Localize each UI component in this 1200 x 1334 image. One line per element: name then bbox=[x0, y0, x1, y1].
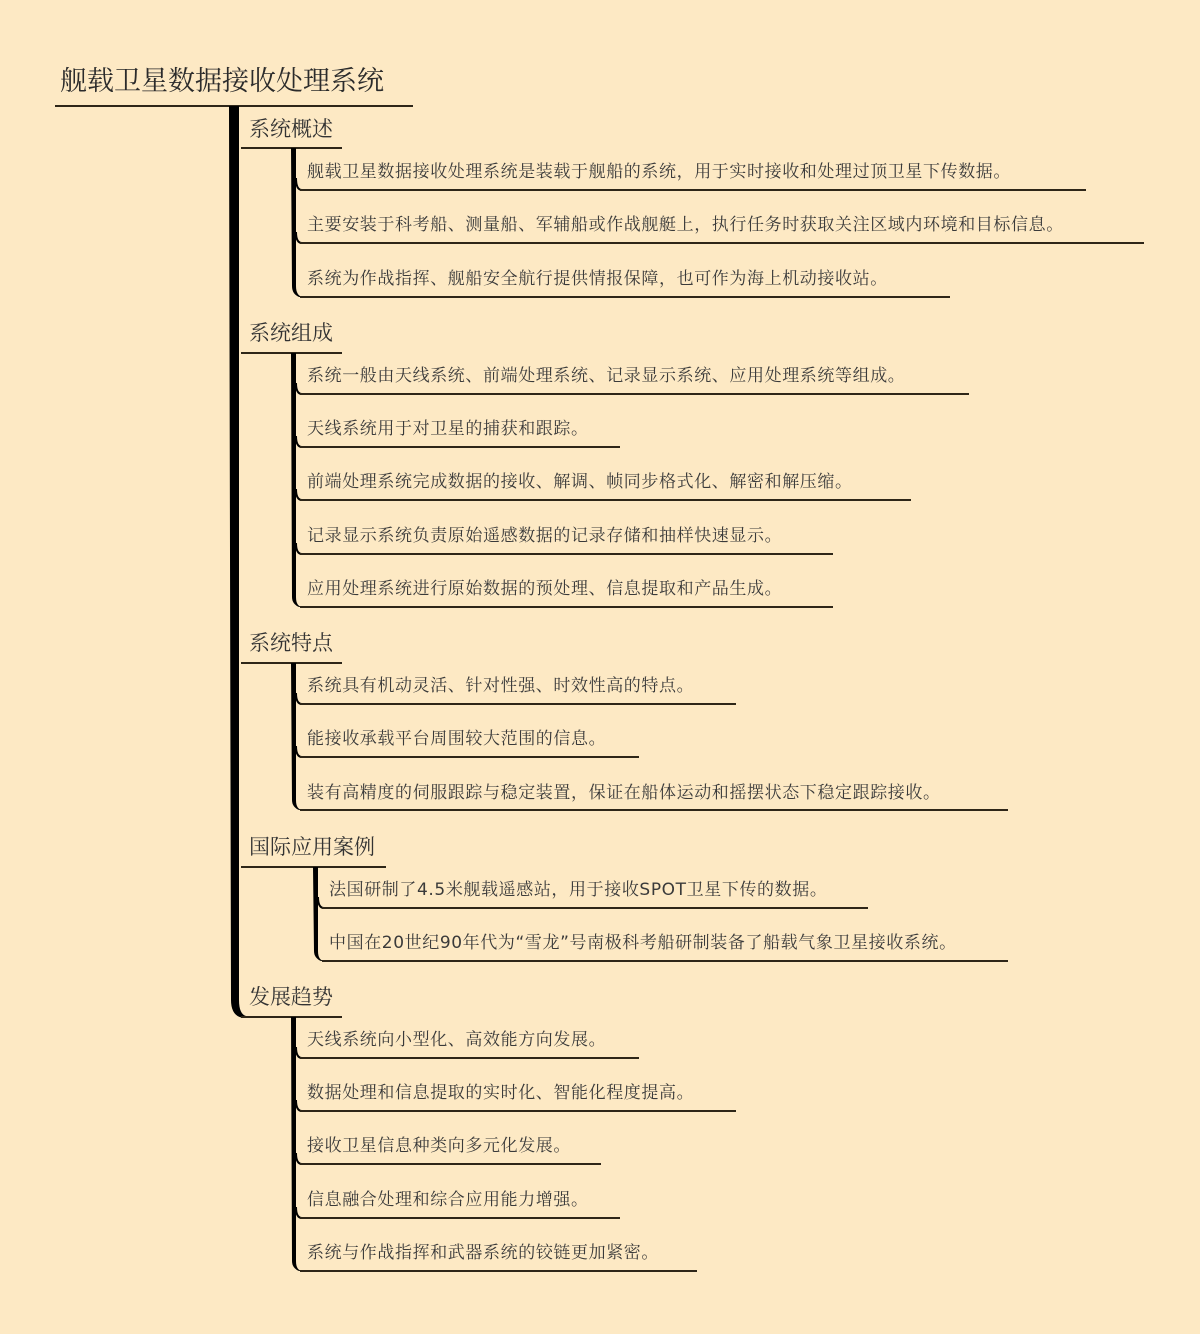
subtopic[interactable]: 能接收承载平台周围较大范围的信息。 bbox=[307, 729, 607, 749]
subtopic[interactable]: 前端处理系统完成数据的接收、解调、帧同步格式化、解密和解压缩。 bbox=[307, 472, 853, 492]
subtopic[interactable]: 天线系统用于对卫星的捕获和跟踪。 bbox=[307, 419, 589, 439]
subtopic[interactable]: 系统与作战指挥和武器系统的铰链更加紧密。 bbox=[307, 1243, 659, 1263]
branch-topic-international-cases[interactable]: 国际应用案例 bbox=[249, 835, 375, 859]
subtopic[interactable]: 舰载卫星数据接收处理系统是装载于舰船的系统，用于实时接收和处理过顶卫星下传数据。 bbox=[307, 162, 1011, 182]
branch-topic-features[interactable]: 系统特点 bbox=[249, 631, 333, 655]
root-topic[interactable]: 舰载卫星数据接收处理系统 bbox=[60, 66, 384, 97]
subtopic[interactable]: 装有高精度的伺服跟踪与稳定装置，保证在船体运动和摇摆状态下稳定跟踪接收。 bbox=[307, 783, 941, 803]
subtopic[interactable]: 系统为作战指挥、舰船安全航行提供情报保障，也可作为海上机动接收站。 bbox=[307, 269, 888, 289]
subtopic[interactable]: 系统一般由天线系统、前端处理系统、记录显示系统、应用处理系统等组成。 bbox=[307, 366, 906, 386]
subtopic[interactable]: 法国研制了4.5米舰载遥感站，用于接收SPOT卫星下传的数据。 bbox=[329, 880, 828, 900]
subtopic[interactable]: 主要安装于科考船、测量船、军辅船或作战舰艇上，执行任务时获取关注区域内环境和目标信息。 bbox=[307, 215, 1064, 235]
subtopic[interactable]: 接收卫星信息种类向多元化发展。 bbox=[307, 1136, 571, 1156]
subtopic[interactable]: 信息融合处理和综合应用能力增强。 bbox=[307, 1190, 589, 1210]
branch-topic-composition[interactable]: 系统组成 bbox=[249, 321, 333, 345]
branch-topic-overview[interactable]: 系统概述 bbox=[249, 117, 333, 141]
subtopic[interactable]: 记录显示系统负责原始遥感数据的记录存储和抽样快速显示。 bbox=[307, 526, 783, 546]
subtopic[interactable]: 数据处理和信息提取的实时化、智能化程度提高。 bbox=[307, 1083, 695, 1103]
subtopic[interactable]: 应用处理系统进行原始数据的预处理、信息提取和产品生成。 bbox=[307, 579, 783, 599]
branch-topic-trends[interactable]: 发展趋势 bbox=[249, 985, 333, 1009]
subtopic[interactable]: 系统具有机动灵活、针对性强、时效性高的特点。 bbox=[307, 676, 695, 696]
subtopic[interactable]: 中国在20世纪90年代为“雪龙”号南极科考船研制装备了船载气象卫星接收系统。 bbox=[329, 933, 957, 953]
subtopic[interactable]: 天线系统向小型化、高效能方向发展。 bbox=[307, 1030, 607, 1050]
